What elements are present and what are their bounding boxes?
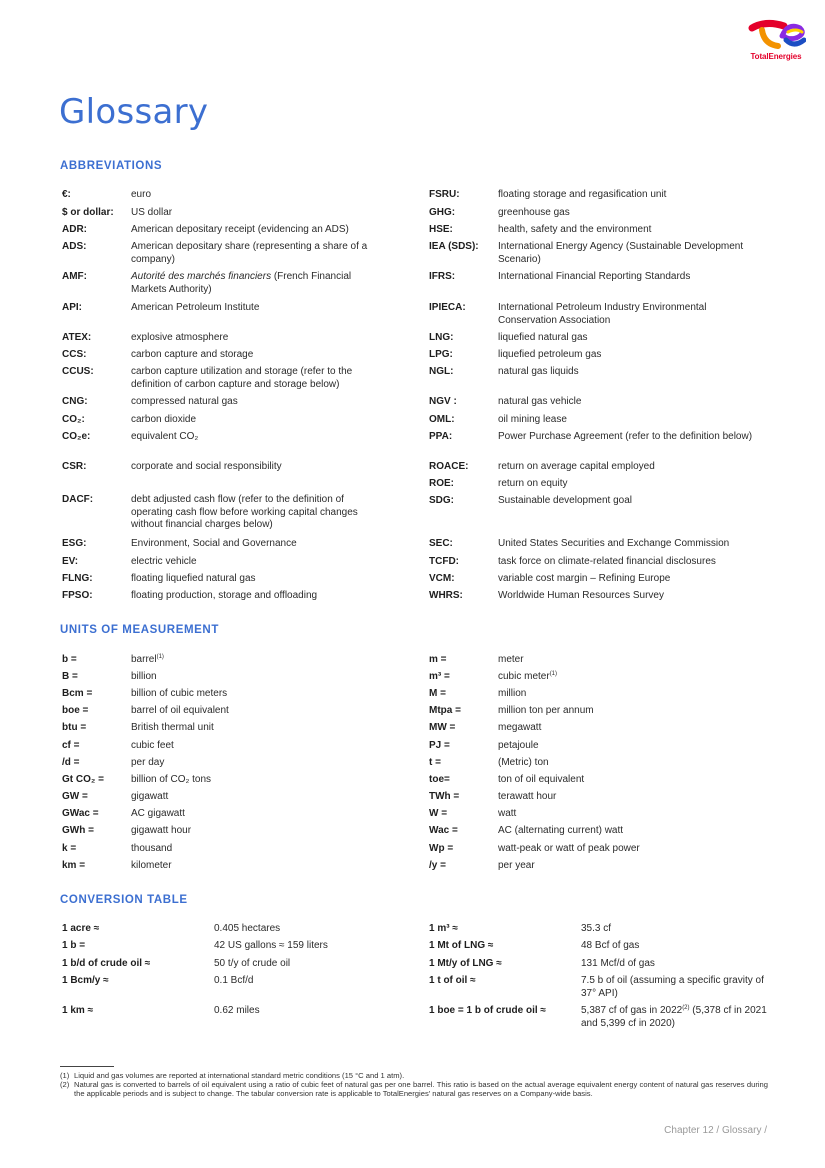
entry-term: CCS: <box>62 349 87 360</box>
entry-term: CO₂: <box>62 414 85 425</box>
entry-definition <box>498 825 728 838</box>
page-footer: Chapter 12 / Glossary / <box>664 1125 767 1136</box>
entry-definition <box>131 654 361 667</box>
entry-definition <box>131 461 381 474</box>
entry-definition-text: oil mining lease <box>498 414 567 425</box>
entry-definition <box>498 740 728 753</box>
entry-definition-text: 35.3 cf <box>581 923 612 934</box>
entry-definition <box>498 332 760 345</box>
entry-term: IPIECA: <box>429 302 466 313</box>
entry-definition <box>131 207 381 220</box>
entry-definition-text: American depositary share (representing a share of a company) <box>131 241 368 265</box>
entry-term: OML: <box>429 414 455 425</box>
entry-definition <box>131 791 361 804</box>
entry-definition-text: petajoule <box>498 740 539 751</box>
entry-definition <box>131 396 381 409</box>
entry-term: GWac = <box>62 808 99 819</box>
entry-definition-text: 7.5 b of oil (assuming a specific gravity of 37° API) <box>581 975 764 999</box>
entry-definition <box>498 396 760 409</box>
entry-definition <box>131 414 381 427</box>
entry-definition-text: Power Purchase Agreement (refer to the definition below) <box>498 431 753 442</box>
entry-definition <box>498 654 728 667</box>
entry-term: API: <box>62 302 82 313</box>
entry-definition-text: 0.1 Bcf/d <box>214 975 254 986</box>
entry-term: IEA (SDS): <box>429 241 479 252</box>
entry-term: t = <box>429 757 441 768</box>
entry-definition <box>131 843 361 856</box>
entry-term: $ or dollar: <box>62 207 114 218</box>
section-heading: UNITS OF MEASUREMENT <box>60 624 219 636</box>
entry-definition <box>131 722 361 735</box>
entry-definition <box>131 349 381 362</box>
entry-definition-text: Sustainable development goal <box>498 495 632 506</box>
entry-definition <box>498 556 760 569</box>
entry-term: WHRS: <box>429 590 463 601</box>
entry-term: km = <box>62 860 86 871</box>
entry-definition <box>581 975 769 1000</box>
entry-definition <box>581 940 769 953</box>
entry-definition <box>131 860 361 873</box>
entry-definition-text: International Petroleum Industry Environmental Conservation Association <box>498 302 707 326</box>
entry-term: Mtpa = <box>429 705 461 716</box>
entry-term: 1 b/d of crude oil ≈ <box>62 958 151 969</box>
footnote-divider <box>60 1066 114 1067</box>
entry-definition <box>131 224 381 237</box>
entry-term: CO₂e: <box>62 431 91 442</box>
entry-definition <box>498 349 760 362</box>
entry-definition <box>131 774 361 787</box>
entry-term: cf = <box>62 740 80 751</box>
entry-definition-text: health, safety and the environment <box>498 224 652 235</box>
entry-term: LNG: <box>429 332 454 343</box>
entry-definition-text: watt <box>498 808 517 819</box>
entry-definition-text: Worldwide Human Resources Survey <box>498 590 664 601</box>
entry-definition-text: compressed natural gas <box>131 396 238 407</box>
entry-definition-text: kilometer <box>131 860 172 871</box>
entry-definition <box>498 414 760 427</box>
entry-term: CCUS: <box>62 366 94 377</box>
entry-term: MW = <box>429 722 456 733</box>
entry-definition <box>498 722 728 735</box>
entry-definition-text: megawatt <box>498 722 542 733</box>
entry-definition <box>214 958 384 971</box>
entry-definition <box>498 478 760 491</box>
entry-definition <box>498 271 760 284</box>
entry-definition-text: task force on climate-related financial disclosures <box>498 556 716 567</box>
entry-definition-text: debt adjusted cash flow (refer to the definition of operating cash flow before working capital changes without financial charges below) <box>131 494 358 530</box>
entry-term: /y = <box>429 860 446 871</box>
entry-definition <box>581 1005 769 1030</box>
entry-definition <box>581 958 769 971</box>
entry-term: M = <box>429 688 446 699</box>
entry-term: Bcm = <box>62 688 93 699</box>
entry-definition <box>498 302 760 327</box>
entry-definition-text: AC gigawatt <box>131 808 185 819</box>
entry-term: GW = <box>62 791 88 802</box>
entry-term: NGL: <box>429 366 454 377</box>
entry-definition-text: liquefied natural gas <box>498 332 588 343</box>
entry-term: AMF: <box>62 271 87 282</box>
entry-definition-text: barrel <box>131 654 157 665</box>
entry-term: VCM: <box>429 573 455 584</box>
entry-definition-text: American depositary receipt (evidencing an ADS) <box>131 224 349 235</box>
entry-term: HSE: <box>429 224 453 235</box>
entry-term: m³ = <box>429 671 450 682</box>
entry-term: ESG: <box>62 538 87 549</box>
footnote-ref: (1) <box>156 654 164 660</box>
entry-term: 1 t of oil ≈ <box>429 975 476 986</box>
entry-definition <box>498 207 760 220</box>
entry-definition-text: natural gas liquids <box>498 366 579 377</box>
entry-definition <box>131 332 381 345</box>
entry-definition-text: per day <box>131 757 165 768</box>
entry-term: TCFD: <box>429 556 459 567</box>
entry-term: FLNG: <box>62 573 93 584</box>
entry-definition-text: US dollar <box>131 207 173 218</box>
entry-term: B = <box>62 671 78 682</box>
entry-definition-text: AC (alternating current) watt <box>498 825 624 836</box>
entry-definition-text: 50 t/y of crude oil <box>214 958 291 969</box>
entry-definition-text: liquefied petroleum gas <box>498 349 602 360</box>
entry-definition <box>498 757 728 770</box>
entry-term: 1 Bcm/y ≈ <box>62 975 109 986</box>
entry-definition-text: million <box>498 688 527 699</box>
entry-definition <box>131 302 381 315</box>
entry-definition-text: euro <box>131 189 152 200</box>
entry-definition <box>498 590 760 603</box>
entry-term: 1 boe = 1 b of crude oil ≈ <box>429 1005 546 1016</box>
entry-definition-text: (Metric) ton <box>498 757 549 768</box>
entry-definition-text: floating storage and regasification unit <box>498 189 667 200</box>
entry-definition-text: 48 Bcf of gas <box>581 940 640 951</box>
entry-term: btu = <box>62 722 87 733</box>
entry-definition-text: corporate and social responsibility <box>131 461 282 472</box>
entry-definition-text: American Petroleum Institute <box>131 302 260 313</box>
entry-term: 1 acre ≈ <box>62 923 100 934</box>
entry-term: CNG: <box>62 396 88 407</box>
entry-term: IFRS: <box>429 271 456 282</box>
entry-term: ROACE: <box>429 461 469 472</box>
entry-definition <box>498 573 760 586</box>
entry-definition-text: floating production, storage and offloading <box>131 590 318 601</box>
entry-term: TWh = <box>429 791 460 802</box>
entry-definition <box>214 1005 384 1018</box>
entry-definition-text: gigawatt <box>131 791 169 802</box>
entry-term: PPA: <box>429 431 453 442</box>
entry-definition <box>214 975 384 988</box>
entry-definition <box>131 705 361 718</box>
entry-term: FPSO: <box>62 590 93 601</box>
entry-term: 1 b = <box>62 940 86 951</box>
entry-definition-text: cubic meter <box>498 671 550 682</box>
entry-definition <box>214 940 384 953</box>
entry-term: €: <box>62 189 71 200</box>
entry-definition-text: (5,378 cf in 2021 and 5,399 cf in 2020) <box>581 1005 767 1029</box>
entry-term: SEC: <box>429 538 453 549</box>
entry-definition-text: International Energy Agency (Sustainable Development Scenario) <box>498 241 744 265</box>
entry-definition-text: natural gas vehicle <box>498 396 582 407</box>
entry-definition <box>214 923 384 936</box>
entry-term: m = <box>429 654 447 665</box>
entry-definition-text: billion <box>131 671 157 682</box>
entry-definition-text: greenhouse gas <box>498 207 570 218</box>
entry-term: ATEX: <box>62 332 92 343</box>
entry-definition <box>131 825 361 838</box>
entry-definition <box>498 431 760 444</box>
entry-definition <box>131 431 381 444</box>
entry-definition-text: billion of CO₂ tons <box>131 774 212 785</box>
entry-definition <box>498 189 760 202</box>
entry-definition-text: carbon capture and storage <box>131 349 254 360</box>
entry-definition <box>498 241 760 266</box>
entry-definition-text: return on equity <box>498 478 568 489</box>
entry-term: EV: <box>62 556 79 567</box>
footnote-text: Natural gas is converted to barrels of oil equivalent using a ratio of cubic feet of natural gas per one barrel. This ratio is based on the actual average equivalent energy content of natural gas reserves during the applicable periods and is subject to change. The tabular conversion rate is applicable to TotalEnergies' natural gas reserves on a Company-wide basis. <box>74 1080 768 1098</box>
entry-term: Wac = <box>429 825 458 836</box>
entry-definition-text: billion of cubic meters <box>131 688 228 699</box>
entry-term: 1 km ≈ <box>62 1005 94 1016</box>
entry-definition-text: per year <box>498 860 535 871</box>
entry-definition <box>498 774 728 787</box>
entry-definition <box>498 461 760 474</box>
entry-term: PJ = <box>429 740 450 751</box>
entry-definition-text: 131 Mcf/d of gas <box>581 958 655 969</box>
entry-term: LPG: <box>429 349 453 360</box>
entry-definition-text: million ton per annum <box>498 705 594 716</box>
entry-definition <box>131 538 381 551</box>
entry-definition <box>131 271 381 296</box>
entry-definition <box>131 590 381 603</box>
entry-definition-text: ton of oil equivalent <box>498 774 585 785</box>
entry-definition <box>498 843 728 856</box>
entry-term: k = <box>62 843 77 854</box>
entry-definition-text: equivalent CO₂ <box>131 431 199 442</box>
entry-term: toe= <box>429 774 450 785</box>
entry-definition <box>131 740 361 753</box>
entry-definition-text: barrel of oil equivalent <box>131 705 229 716</box>
entry-definition <box>498 808 728 821</box>
entry-definition-text: electric vehicle <box>131 556 197 567</box>
entry-definition <box>131 366 381 391</box>
entry-definition <box>131 241 381 266</box>
section-heading: ABBREVIATIONS <box>60 160 163 172</box>
entry-definition-text: (French Financial Markets Authority) <box>131 271 352 295</box>
entry-term: GHG: <box>429 207 456 218</box>
entry-definition <box>131 556 381 569</box>
entry-definition <box>498 366 760 379</box>
entry-definition <box>131 671 361 684</box>
entry-definition-text: meter <box>498 654 524 665</box>
entry-term: NGV : <box>429 396 457 407</box>
brand-logo <box>744 18 808 64</box>
section-heading: CONVERSION TABLE <box>60 894 188 906</box>
entry-definition-text: 5,387 cf of gas in 2022 <box>581 1005 683 1016</box>
entry-definition-text: carbon dioxide <box>131 414 197 425</box>
entry-term: ADS: <box>62 241 87 252</box>
entry-definition <box>498 538 760 551</box>
entry-term: W = <box>429 808 448 819</box>
entry-definition-text: watt-peak or watt of peak power <box>498 843 640 854</box>
entry-definition-text: British thermal unit <box>131 722 214 733</box>
entry-definition-text: carbon capture utilization and storage (refer to the definition of carbon capture and storage below) <box>131 366 353 390</box>
footnote-number: (2) <box>60 1080 70 1089</box>
entry-term: ADR: <box>62 224 87 235</box>
entry-definition <box>498 495 760 508</box>
footnote-ref: (1) <box>549 671 558 677</box>
entry-definition <box>131 494 381 532</box>
entry-definition-text: gigawatt hour <box>131 825 192 836</box>
entry-term: 1 Mt of LNG ≈ <box>429 940 494 951</box>
entry-term: /d = <box>62 757 80 768</box>
brand-name: TotalEnergies <box>750 52 802 61</box>
entry-definition-text: thousand <box>131 843 173 854</box>
entry-term: 1 m³ ≈ <box>429 923 458 934</box>
footnote-number: (1) <box>60 1071 70 1080</box>
entry-term: b = <box>62 654 77 665</box>
entry-term: boe = <box>62 705 89 716</box>
entry-definition <box>131 808 361 821</box>
entry-definition-text: 42 US gallons ≈ 159 liters <box>214 940 328 951</box>
entry-definition-text: International Financial Reporting Standards <box>498 271 691 282</box>
entry-definition-italic: Autorité des marchés financiers <box>131 271 272 282</box>
entry-term: Gt CO₂ = <box>62 774 104 785</box>
entry-definition <box>131 688 361 701</box>
entry-definition <box>131 189 381 202</box>
page-title: Glossary <box>59 92 209 132</box>
entry-definition <box>131 757 361 770</box>
entry-definition-text: United States Securities and Exchange Commission <box>498 538 730 549</box>
entry-definition-text: 0.62 miles <box>214 1005 260 1016</box>
entry-term: CSR: <box>62 461 87 472</box>
entry-term: Wp = <box>429 843 454 854</box>
entry-term: FSRU: <box>429 189 460 200</box>
entry-definition <box>498 705 728 718</box>
entry-term: 1 Mt/y of LNG ≈ <box>429 958 502 969</box>
entry-definition-text: cubic feet <box>131 740 174 751</box>
entry-term: ROE: <box>429 478 454 489</box>
entry-term: GWh = <box>62 825 94 836</box>
entry-definition-text: terawatt hour <box>498 791 557 802</box>
footnote-text: Liquid and gas volumes are reported at international standard metric conditions (15 °C and 1 atm). <box>74 1071 405 1080</box>
entry-definition <box>498 671 728 684</box>
entry-definition <box>581 923 769 936</box>
entry-term: DACF: <box>62 494 94 505</box>
entry-definition-text: explosive atmosphere <box>131 332 229 343</box>
entry-term: SDG: <box>429 495 454 506</box>
entry-definition-text: 0.405 hectares <box>214 923 281 934</box>
totalenergies-logo-icon <box>748 18 806 52</box>
entry-definition <box>131 573 381 586</box>
entry-definition <box>498 688 728 701</box>
entry-definition-text: variable cost margin – Refining Europe <box>498 573 671 584</box>
entry-definition-text: floating liquefied natural gas <box>131 573 256 584</box>
footnote-ref: (2) <box>682 1005 690 1011</box>
entry-definition <box>498 860 728 873</box>
entry-definition <box>498 224 760 237</box>
entry-definition-text: return on average capital employed <box>498 461 655 472</box>
entry-definition <box>498 791 728 804</box>
entry-definition-text: Environment, Social and Governance <box>131 538 297 549</box>
